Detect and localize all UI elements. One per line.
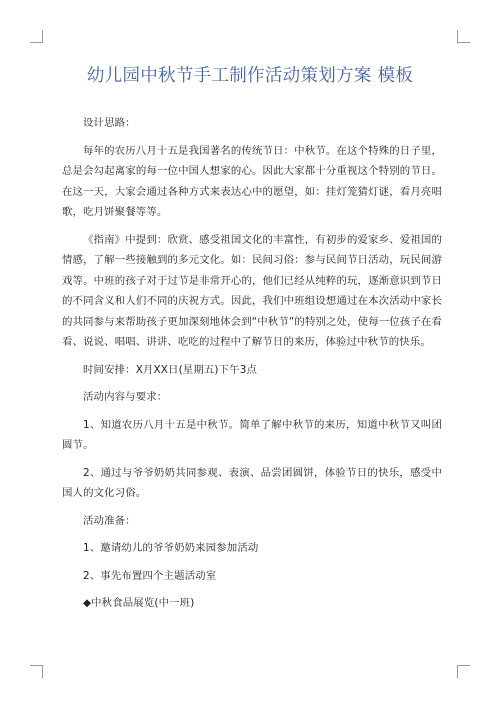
paragraph-intro: 每年的农历八月十五是我国著名的传统节日：中秋节。在这个特殊的日子里，总是会勾起离家的每一位中国人想家的心。因此大家都十分重视这个特别的节日。在这一天，大家会通过各种方式来表达心中的愿望，如：挂灯笼猜灯谜，看月亮唱歌，吃月饼聚餐等等。 [62, 144, 442, 218]
crop-mark-bottom-left [30, 665, 43, 678]
paragraph-item-1: 1、知道农历八月十五是中秋节。简单了解中秋节的来历，知道中秋节又叫团圆节。 [62, 418, 442, 451]
paragraph-guide: 《指南》中提到：欣赏、感受祖国文化的丰富性，有初步的爱家乡、爱祖国的情感，了解一些接触到的多元文化。如：民间习俗：参与民间节日活动，玩民间游戏等。中班的孩子对于过节是非常开心的，他们已经从纯粹的玩，逐渐意识到节日的不同含义和人们不同的庆祝方式。因此，我们中班组设想通过在本次活动中家长的共同参与来帮助孩子更加深刻地体会到“中秋节”的特别之处，使每一位孩子在看看、说说、唱唱、讲讲、吃吃的过程中了解节日的来历，体验过中秋节的快乐。 [62, 233, 442, 348]
paragraph-item-2: 2、通过与爷爷奶奶共同参观、表演、品尝团圆饼，体验节日的快乐，感受中国人的文化习俗。 [62, 466, 442, 499]
section-heading-prep: 活动准备： [83, 514, 136, 527]
section-heading-design: 设计思路： [83, 117, 136, 129]
document-title: 幼儿园中秋节手工制作活动策划方案 模板 [86, 66, 414, 86]
paragraph-prep-2: 2、事先布置四个主题活动室 [83, 569, 217, 582]
paragraph-prep-1: 1、邀请幼儿的爷爷奶奶来园参加活动 [83, 542, 259, 554]
crop-mark-bottom-right [457, 665, 470, 678]
crop-mark-top-left [30, 30, 43, 43]
document-body [62, 113, 442, 621]
crop-mark-top-right [457, 30, 470, 43]
paragraph-exhibit: ◆中秋食品展览(中一班) [83, 597, 195, 609]
paragraph-time: 时间安排：X月XX日(星期五)下午3点 [83, 363, 257, 376]
section-heading-content: 活动内容与要求： [83, 391, 168, 403]
